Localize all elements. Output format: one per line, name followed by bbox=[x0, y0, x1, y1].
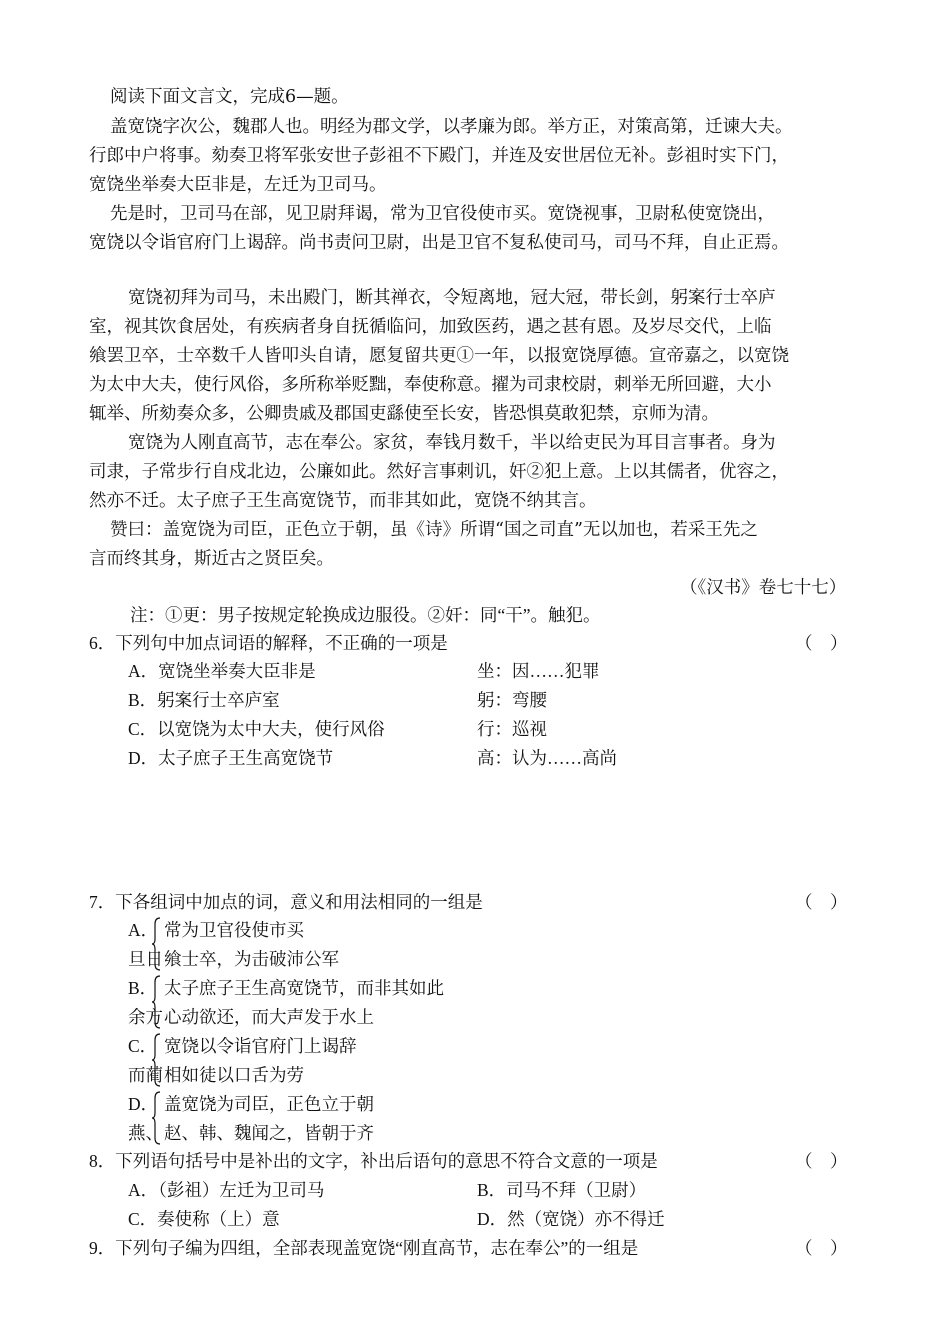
q7-option-b-line2-prefix: 余方 bbox=[128, 1007, 163, 1027]
q7-option-c-label[interactable]: C． bbox=[128, 1036, 158, 1056]
passage-line: 言而终其身，斯近古之贤臣矣。 bbox=[89, 549, 334, 569]
answer-blank[interactable]: （ ） bbox=[795, 1151, 848, 1171]
q6-gloss-b: 躬：弯腰 bbox=[477, 690, 547, 710]
answer-blank[interactable]: （ ） bbox=[795, 1238, 848, 1258]
passage-line: 宽饶为人刚直高节，志在奉公。家贫，奉钱月数千，半以给吏民为耳目言事者。身为 bbox=[128, 433, 776, 453]
q6-gloss-a: 坐：因……犯罪 bbox=[477, 661, 600, 681]
passage-line: 然亦不迁。太子庶子王生高宽饶节，而非其如此，宽饶不纳其言。 bbox=[89, 491, 597, 511]
question-7-stem: 7．下各组词中加点的词，意义和用法相同的一组是 bbox=[89, 892, 483, 912]
passage-line: 宽饶初拜为司马，未出殿门，断其禅衣，令短离地，冠大冠，带长剑，躬案行士卒庐 bbox=[128, 288, 776, 308]
q7-option-d-line1: 盖宽饶为司臣，正色立于朝 bbox=[164, 1094, 374, 1114]
q7-option-b-label[interactable]: B． bbox=[128, 978, 158, 998]
answer-blank[interactable]: （ ） bbox=[795, 892, 848, 912]
q6-option-b[interactable]: B．躬案行士卒庐室 bbox=[128, 690, 280, 710]
source-citation: （《汉书》卷七十七） bbox=[680, 577, 847, 597]
q7-option-b-line1: 太子庶子王生高宽饶节，而非其如此 bbox=[164, 978, 444, 998]
q7-option-a-line2-prefix: 旦日 bbox=[128, 949, 163, 969]
passage-line: 为太中大夫，使行风俗，多所称举贬黜，奉使称意。擢为司隶校尉，刺举无所回避，大小 bbox=[89, 375, 772, 395]
q7-option-c-line2: 相如徒以口舌为劳 bbox=[164, 1065, 304, 1085]
answer-blank[interactable]: （ ） bbox=[795, 633, 848, 653]
passage-line: 行郎中户将事。劾奏卫将军张安世子彭祖不下殿门，并连及安世居位无补。彭祖时实下门， bbox=[89, 146, 789, 166]
passage-line: 宽饶以令诣官府门上谒辞。尚书责问卫尉，出是卫官不复私使司马，司马不拜，自止正焉。 bbox=[89, 233, 789, 253]
q7-option-d-label[interactable]: D． bbox=[128, 1094, 159, 1114]
question-8-stem: 8．下列语句括号中是补出的文字，补出后语句的意思不符合文意的一项是 bbox=[89, 1151, 658, 1171]
q7-option-d-line2-prefix: 燕、 bbox=[128, 1123, 163, 1143]
left-brace-icon bbox=[151, 1091, 160, 1145]
q7-option-a-line1: 常为卫官役使市买 bbox=[164, 920, 304, 940]
q7-option-a-label[interactable]: A． bbox=[128, 920, 159, 940]
q7-option-c-line2-prefix: 而蔺 bbox=[128, 1065, 163, 1085]
passage-line: 盖宽饶字次公，魏郡人也。明经为郡文学，以孝廉为郎。举方正，对策高第，迁谏大夫。 bbox=[110, 117, 793, 137]
q8-option-d[interactable]: D．然（宽饶）亦不得迁 bbox=[477, 1209, 665, 1229]
q7-option-a-line2: 飨士卒，为击破沛公军 bbox=[164, 949, 339, 969]
passage-line: 司隶，子常步行自戍北边，公廉如此。然好言事刺讥，奸②犯上意。上以其儒者，优容之， bbox=[89, 462, 789, 482]
q8-option-c[interactable]: C．奏使称（上）意 bbox=[128, 1209, 280, 1229]
q8-option-a[interactable]: A．（彭祖）左迁为卫司马 bbox=[128, 1180, 325, 1200]
q6-option-a[interactable]: A．宽饶坐举奏大臣非是 bbox=[128, 661, 316, 681]
passage-line: 先是时，卫司马在部，见卫尉拜谒，常为卫官役使市买。宽饶视事，卫尉私使宽饶出， bbox=[110, 204, 775, 224]
left-brace-icon bbox=[151, 917, 160, 971]
question-6-stem: 6．下列句中加点词语的解释，不正确的一项是 bbox=[89, 633, 448, 653]
passage-line: 飨罢卫卒，士卒数千人皆叩头自请，愿复留共更①一年，以报宽饶厚德。宣帝嘉之，以宽饶 bbox=[89, 346, 789, 366]
q6-gloss-d: 高：认为……高尚 bbox=[477, 748, 617, 768]
left-brace-icon bbox=[151, 975, 160, 1029]
q7-option-b-line2: 心动欲还，而大声发于水上 bbox=[164, 1007, 374, 1027]
passage-line: 室，视其饮食居处，有疾病者身自抚循临问，加致医药，遇之甚有恩。及岁尽交代，上临 bbox=[89, 317, 772, 337]
q7-option-d-line2: 赵、韩、魏闻之，皆朝于齐 bbox=[164, 1123, 374, 1143]
passage-line: 辄举、所劾奏众多，公卿贵戚及郡国吏繇使至长安，皆恐惧莫敢犯禁，京师为清。 bbox=[89, 404, 719, 424]
passage-line: 宽饶坐举奏大臣非是，左迁为卫司马。 bbox=[89, 175, 387, 195]
footnote: 注：①更：男子按规定轮换成边服役。②奸：同“干”。触犯。 bbox=[130, 605, 601, 625]
passage-line: 赞曰：盖宽饶为司臣，正色立于朝，虽《诗》所谓“国之司直”无以加也，若采王先之 bbox=[110, 520, 758, 540]
q8-option-b[interactable]: B．司马不拜（卫尉） bbox=[477, 1180, 647, 1200]
q6-gloss-c: 行：巡视 bbox=[477, 719, 547, 739]
q6-option-c[interactable]: C．以宽饶为太中大夫，使行风俗 bbox=[128, 719, 385, 739]
reading-instruction: 阅读下面文言文，完成6—题。 bbox=[110, 87, 349, 107]
q6-option-d[interactable]: D．太子庶子王生高宽饶节 bbox=[128, 748, 334, 768]
question-9-stem: 9．下列句子编为四组，全部表现盖宽饶“刚直高节，志在奉公”的一组是 bbox=[89, 1238, 639, 1258]
left-brace-icon bbox=[151, 1033, 160, 1087]
q7-option-c-line1: 宽饶以令诣官府门上谒辞 bbox=[164, 1036, 357, 1056]
